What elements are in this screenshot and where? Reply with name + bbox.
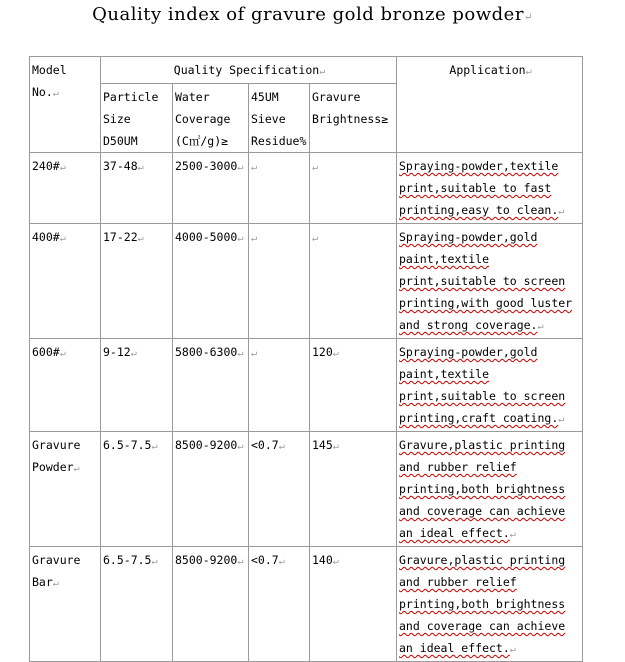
water-coverage-cell: 4000-5000↵ xyxy=(173,224,249,339)
sieve-residue-cell: ↵ xyxy=(249,224,310,339)
particle-size-cell: 6.5-7.5↵ xyxy=(101,432,173,547)
application-cell: Gravure,plastic printing and rubber relief printing,both brightness and coverage can achieve an ideal effect.↵ xyxy=(397,432,583,547)
brightness-cell: 120↵ xyxy=(310,339,397,432)
header-row xyxy=(30,57,583,84)
model-cell: Gravure Powder↵ xyxy=(30,432,101,547)
header-model-no: Model No.↵ xyxy=(30,57,101,153)
quality-spec-table xyxy=(29,56,583,662)
particle-size-cell: 17-22↵ xyxy=(101,224,173,339)
application-cell: Spraying-powder,gold paint,textile print,suitable to screen printing,craft coating.↵ xyxy=(397,339,583,432)
table-row xyxy=(30,547,583,662)
brightness-cell: ↵ xyxy=(310,224,397,339)
water-coverage-cell: 8500-9200↵ xyxy=(173,547,249,662)
water-coverage-cell: 8500-9200↵ xyxy=(173,432,249,547)
table-row xyxy=(30,432,583,547)
sieve-residue-cell: <0.7↵ xyxy=(249,547,310,662)
model-cell: Gravure Bar↵ xyxy=(30,547,101,662)
model-cell: 240#↵ xyxy=(30,153,101,224)
particle-size-cell: 9-12↵ xyxy=(101,339,173,432)
brightness-cell: 140↵ xyxy=(310,547,397,662)
particle-size-cell: 37-48↵ xyxy=(101,153,173,224)
brightness-cell: ↵ xyxy=(310,153,397,224)
header-gravure-brightness: Gravure Brightness≥ xyxy=(310,84,397,153)
particle-size-cell: 6.5-7.5↵ xyxy=(101,547,173,662)
water-coverage-cell: 5800-6300↵ xyxy=(173,339,249,432)
brightness-cell: 145↵ xyxy=(310,432,397,547)
document-title: Quality index of gravure gold bronze powder↵ xyxy=(92,4,533,25)
header-sieve-residue: 45UM Sieve Residue% xyxy=(249,84,310,153)
sieve-residue-cell: ↵ xyxy=(249,153,310,224)
table-row xyxy=(30,224,583,339)
header-quality-spec: Quality Specification↵ xyxy=(101,57,397,84)
header-application: Application↵ xyxy=(397,57,583,153)
application-cell: Spraying-powder,gold paint,textile print,suitable to screen printing,with good luster and strong coverage.↵ xyxy=(397,224,583,339)
sieve-residue-cell: ↵ xyxy=(249,339,310,432)
table-row xyxy=(30,339,583,432)
model-cell: 600#↵ xyxy=(30,339,101,432)
model-cell: 400#↵ xyxy=(30,224,101,339)
table-row xyxy=(30,153,583,224)
header-particle-size: Particle Size D50UM xyxy=(101,84,173,153)
application-cell: Gravure,plastic printing and rubber relief printing,both brightness and coverage can achieve an ideal effect.↵ xyxy=(397,547,583,662)
header-water-coverage: Water Coverage (C㎡/g)≥ xyxy=(173,84,249,153)
sieve-residue-cell: <0.7↵ xyxy=(249,432,310,547)
water-coverage-cell: 2500-3000↵ xyxy=(173,153,249,224)
application-cell: Spraying-powder,textile print,suitable to fast printing,easy to clean.↵ xyxy=(397,153,583,224)
